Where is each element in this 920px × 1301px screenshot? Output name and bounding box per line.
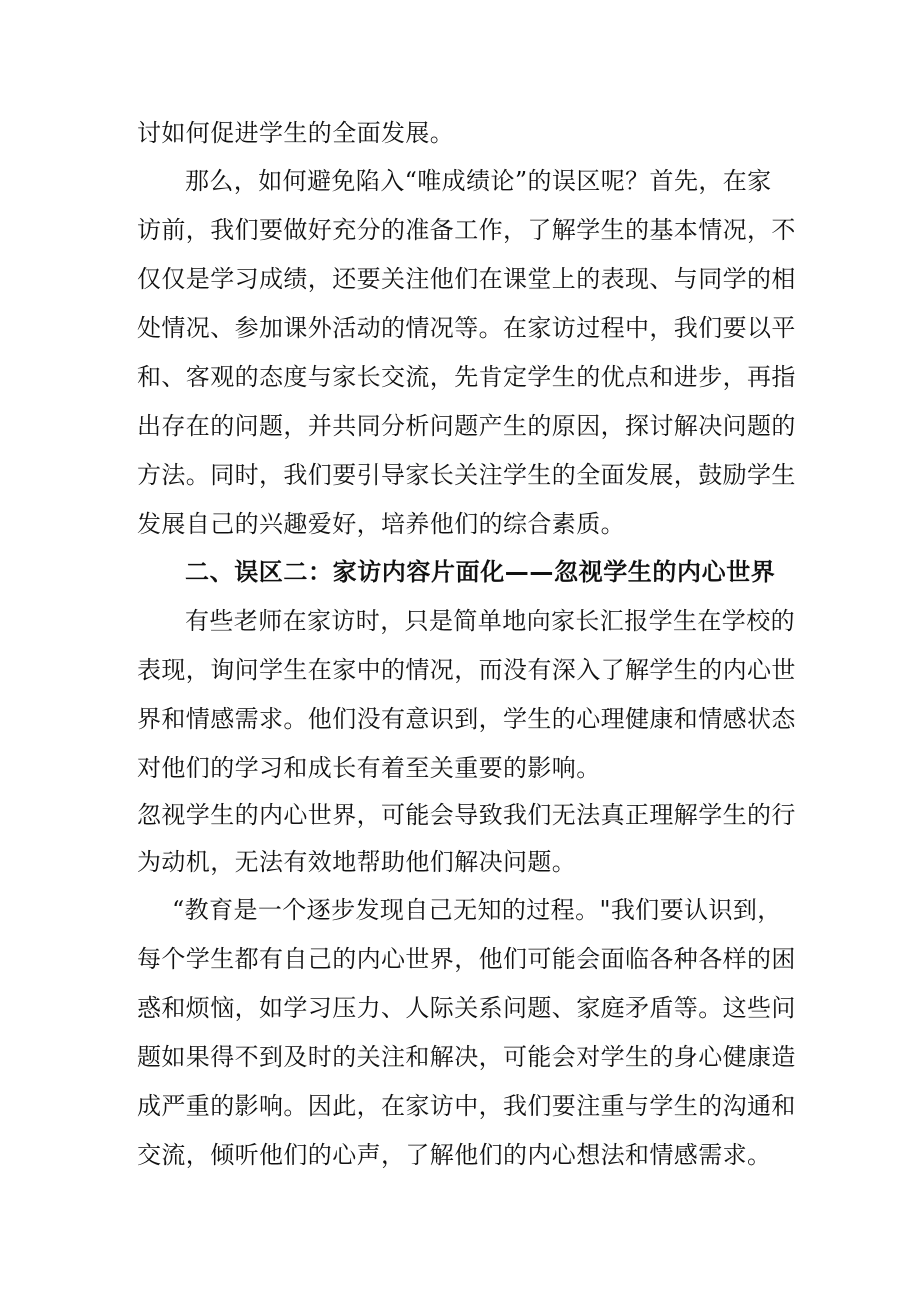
quote-line: “教育是一个逐步发现自己无知的过程。"我们要认识到， bbox=[172, 896, 782, 924]
paragraph-start-line: 有些老师在家访时，只是简单地向家长汇报学生在学校的 bbox=[185, 607, 795, 635]
text-line: 对他们的学习和成长有着至关重要的影响。 bbox=[137, 754, 601, 782]
text-line: 访前，我们要做好充分的准备工作，了解学生的基本情况，不 bbox=[137, 216, 796, 244]
text-line: 处情况、参加课外活动的情况等。在家访过程中，我们要以平 bbox=[137, 314, 796, 342]
text-line: 成严重的影响。因此，在家访中，我们要注重与学生的沟通和 bbox=[137, 1092, 796, 1120]
text-line: 每个学生都有自己的内心世界，他们可能会面临各种各样的困 bbox=[137, 945, 796, 973]
text-line: 交流，倾听他们的心声，了解他们的内心想法和情感需求。 bbox=[137, 1141, 772, 1169]
text-line: 为动机，无法有效地帮助他们解决问题。 bbox=[137, 848, 577, 876]
section-heading: 二、误区二：家访内容片面化——忽视学生的内心世界 bbox=[185, 558, 776, 586]
text-line: 方法。同时，我们要引导家长关注学生的全面发展，鼓励学生 bbox=[137, 461, 796, 489]
text-line: 讨如何促进学生的全面发展。 bbox=[137, 119, 455, 147]
text-line: 仅仅是学习成绩，还要关注他们在课堂上的表现、与同学的相 bbox=[137, 265, 796, 293]
text-line: 忽视学生的内心世界，可能会导致我们无法真正理解学生的行 bbox=[137, 801, 796, 829]
text-line: 出存在的问题，并共同分析问题产生的原因，探讨解决问题的 bbox=[137, 412, 796, 440]
text-line: 题如果得不到及时的关注和解决，可能会对学生的身心健康造 bbox=[137, 1043, 796, 1071]
text-line: 惑和烦恼，如学习压力、人际关系问题、家庭矛盾等。这些问 bbox=[137, 994, 796, 1022]
text-line: 界和情感需求。他们没有意识到，学生的心理健康和情感状态 bbox=[137, 705, 796, 733]
text-line: 发展自己的兴趣爱好，培养他们的综合素质。 bbox=[137, 510, 625, 538]
text-line: 和、客观的态度与家长交流，先肯定学生的优点和进步，再指 bbox=[137, 363, 796, 391]
text-line: 表现，询问学生在家中的情况，而没有深入了解学生的内心世 bbox=[137, 656, 796, 684]
paragraph-start-line: 那么，如何避免陷入“唯成绩论”的误区呢？首先，在家 bbox=[185, 167, 772, 195]
